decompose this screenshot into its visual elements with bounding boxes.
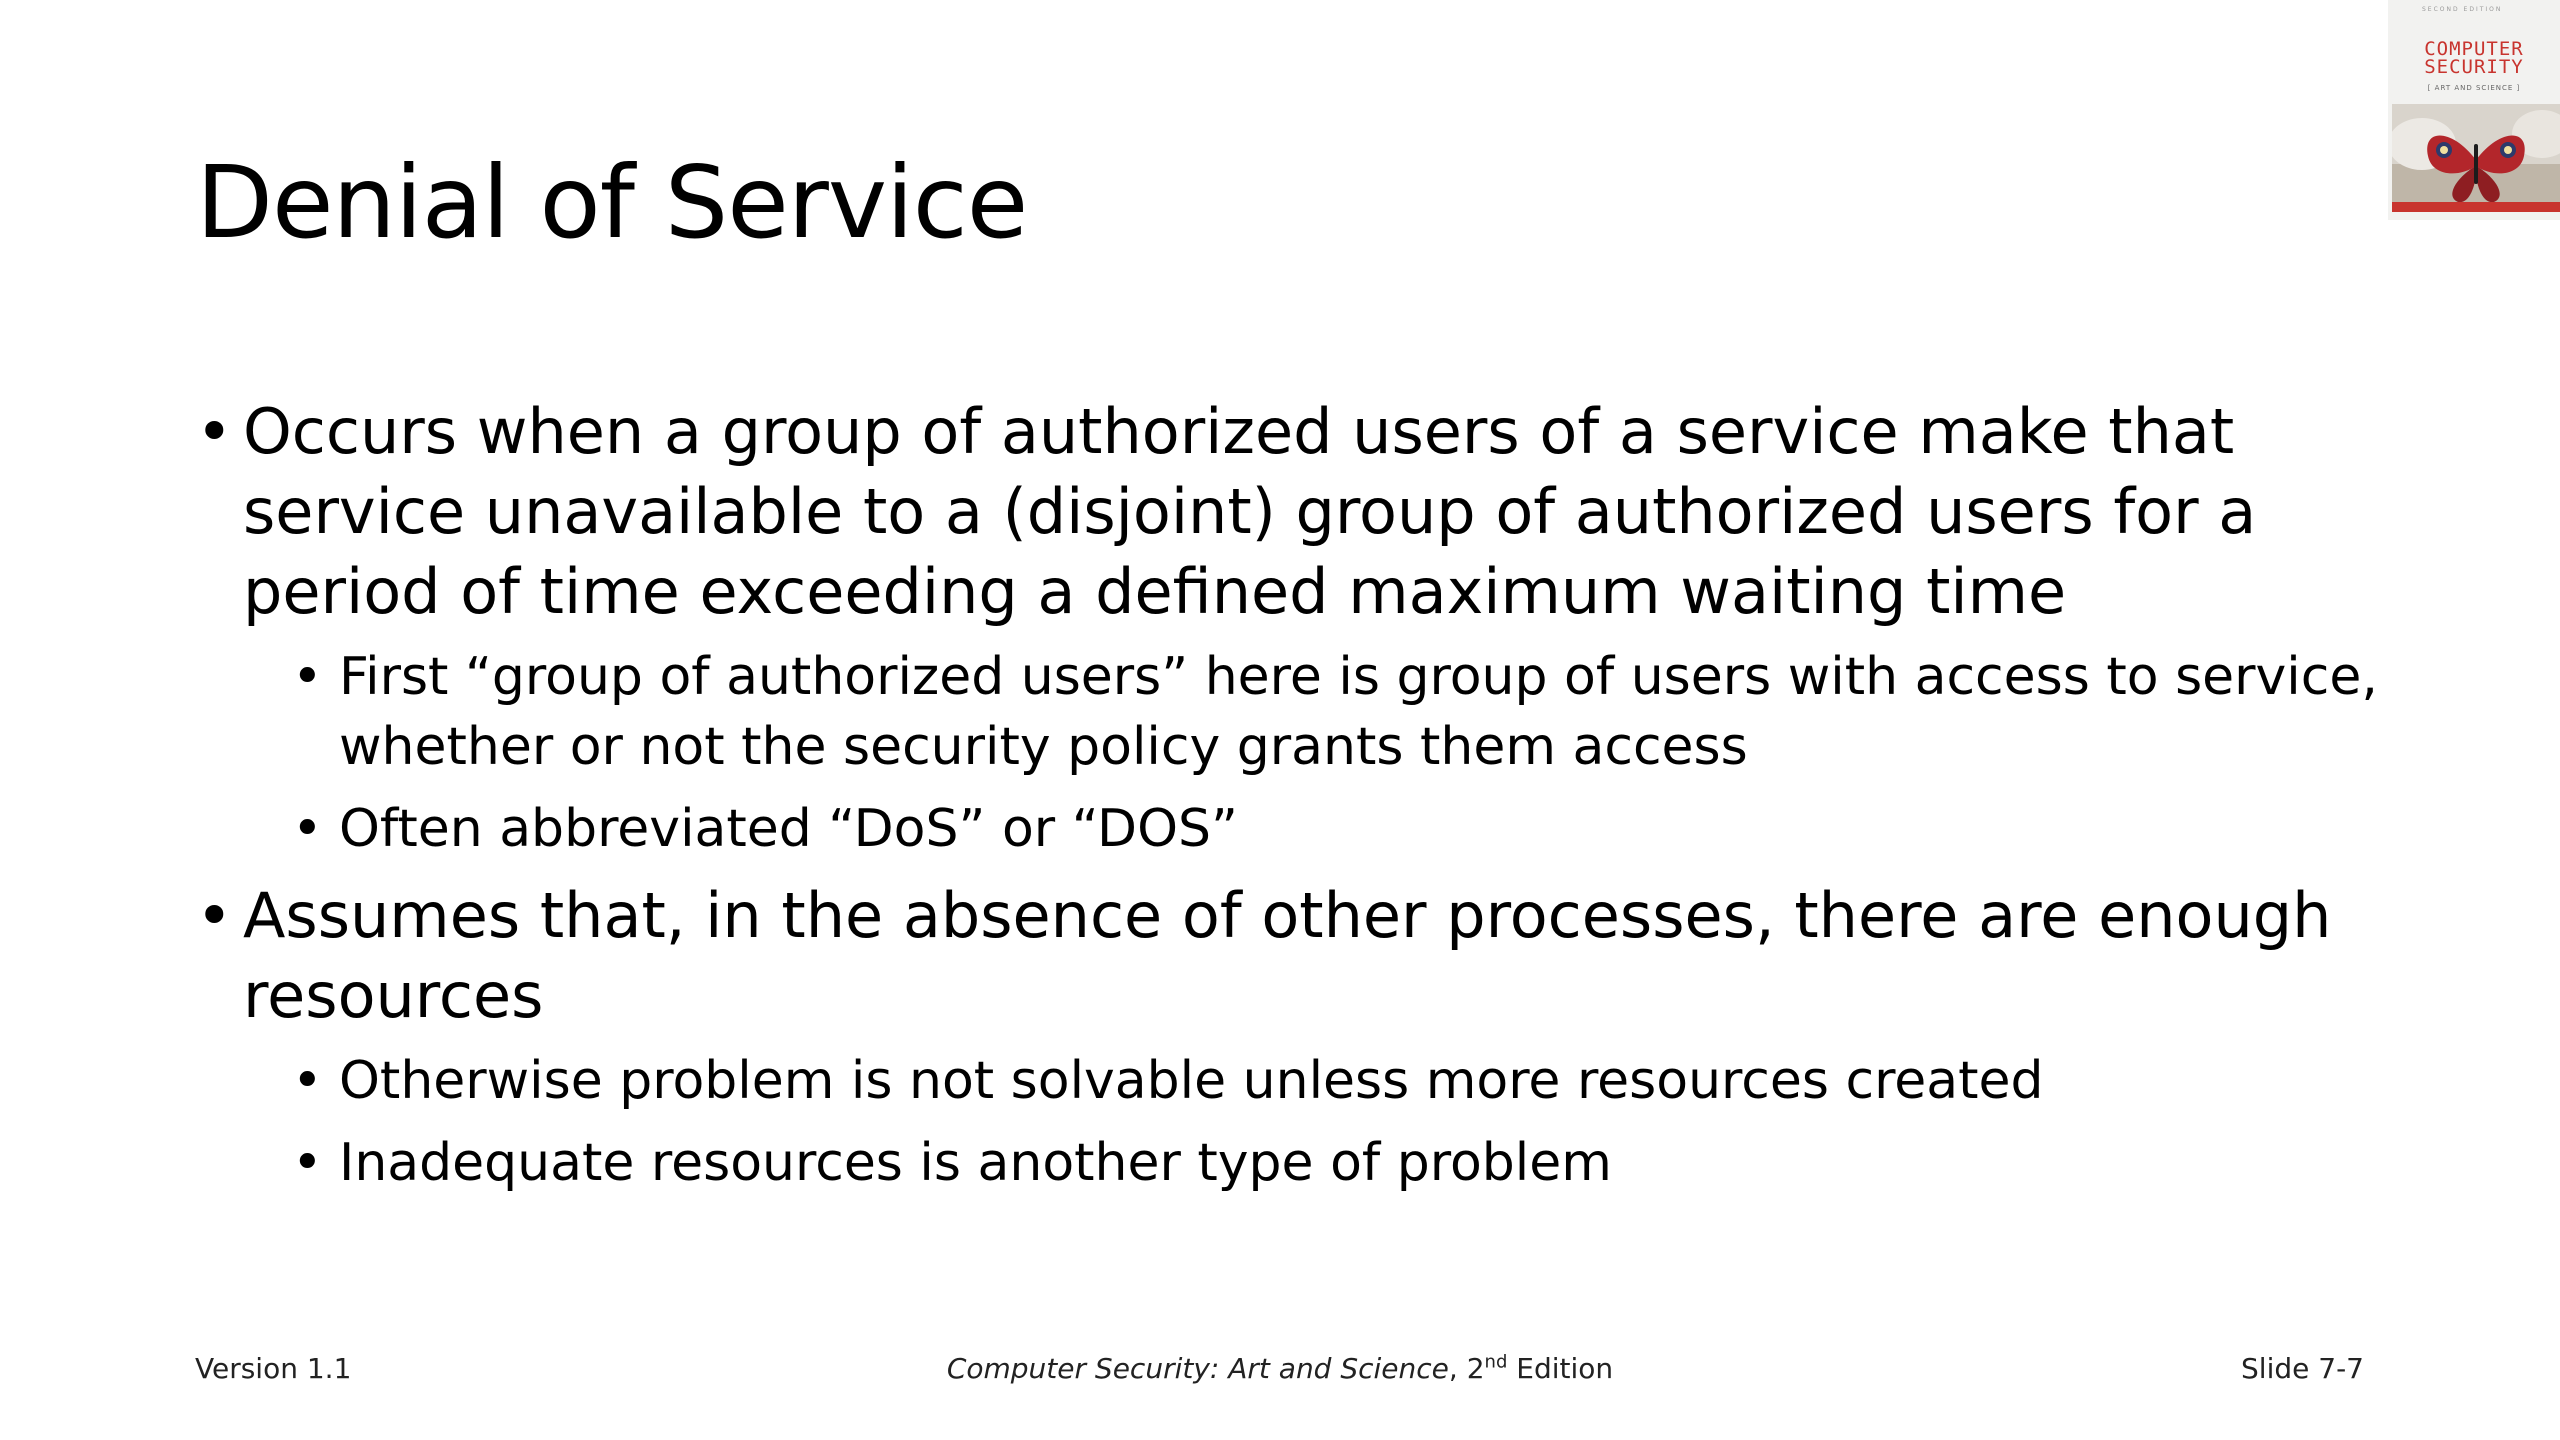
sub-bullet-item: • Otherwise problem is not solvable unless more resources created — [292, 1046, 2396, 1116]
bullet-text: Occurs when a group of authorized users of a service make that service unavailable to a (disjoint) group of authorized users for a period of time exceeding a defined maximum waiting time — [243, 395, 2257, 628]
cover-title-line1: COMPUTER — [2424, 38, 2524, 60]
cover-title — [2396, 40, 2552, 76]
bullet-item — [196, 392, 2396, 864]
cover-title-line2: SECURITY — [2424, 56, 2524, 78]
cover-edition-text: SECOND EDITION — [2422, 6, 2503, 13]
footer-slide-number: Slide 7-7 — [2241, 1352, 2364, 1385]
book-cover-thumbnail — [2388, 0, 2560, 220]
butterfly-cover-image — [2392, 104, 2560, 212]
footer-edition-sup: nd — [1484, 1351, 1508, 1373]
cover-subtitle: [ ART AND SCIENCE ] — [2427, 84, 2521, 92]
footer-book-title — [0, 1352, 2560, 1385]
bullet-text: Assumes that, in the absence of other processes, there are enough resources — [243, 879, 2332, 1032]
footer-version: Version 1.1 — [195, 1352, 352, 1385]
sub-bullet-list — [243, 642, 2396, 864]
sub-bullet-list — [243, 1046, 2396, 1198]
bullet-list — [196, 392, 2396, 1210]
bullet-item — [196, 876, 2396, 1198]
footer-book-name: Computer Security: Art and Science — [946, 1352, 1449, 1385]
sub-bullet-item: • First “group of authorized users” here is group of users with access to service, whether or not the security policy grants them access — [292, 642, 2396, 782]
slide-title: Denial of Service — [196, 144, 1028, 261]
footer-edition-prefix: , 2 — [1448, 1352, 1485, 1385]
footer-edition-suffix: Edition — [1507, 1352, 1614, 1385]
sub-bullet-item: • Often abbreviated “DoS” or “DOS” — [292, 794, 2396, 864]
sub-bullet-item: • Inadequate resources is another type of problem — [292, 1128, 2396, 1198]
